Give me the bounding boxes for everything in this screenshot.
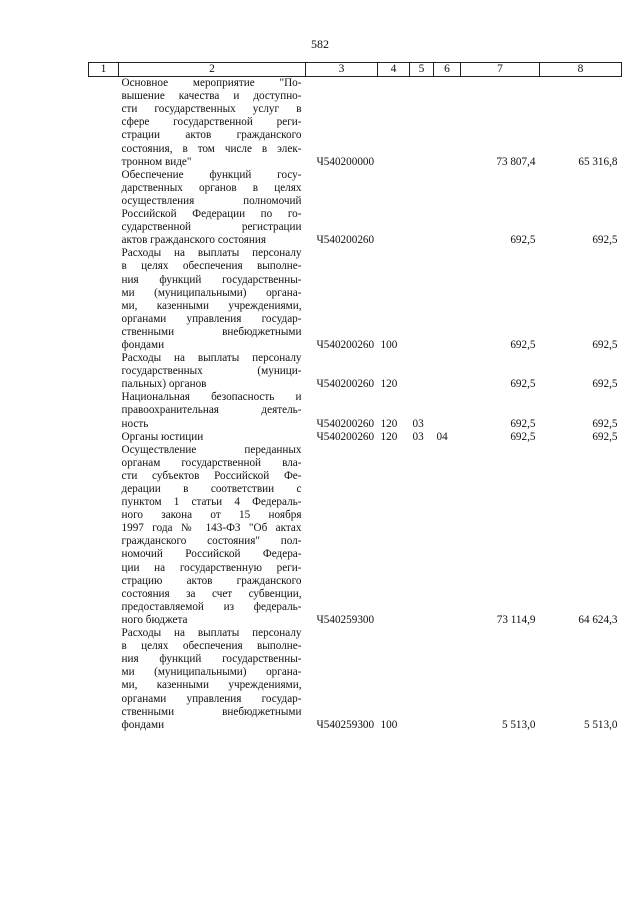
expense-type-code: 120	[380, 417, 398, 430]
name-line: ность	[121, 417, 149, 430]
target-article-code: Ч540200260	[316, 430, 375, 443]
expense-type-code	[378, 169, 410, 248]
name-line: в целях обеспечения выполне-	[121, 260, 302, 273]
amount-col7: 692,5	[510, 338, 536, 351]
row-index-cell	[89, 444, 119, 627]
amount-col8: 65 316,8	[578, 155, 618, 168]
name-line: тронном виде"	[121, 155, 192, 168]
name-line: сти субъектов Российской Фе-	[121, 469, 302, 482]
row-name-cell	[119, 247, 306, 352]
column-header: 6	[434, 63, 461, 77]
subsection-code	[434, 391, 461, 430]
name-line: вышение качества и доступно-	[121, 90, 302, 103]
amount-col7: 73 807,4	[496, 155, 536, 168]
amount-col8: 64 624,3	[578, 613, 618, 626]
name-line: ния функций государственны-	[121, 273, 302, 286]
row-index-cell	[89, 247, 119, 352]
column-number-header-row	[89, 63, 622, 77]
subsection-code	[434, 352, 461, 391]
name-line: органам государственной вла-	[121, 456, 302, 469]
name-line: ми, казенными учреждениями,	[121, 299, 302, 312]
page-number: 582	[311, 37, 329, 51]
name-line: правоохранительная деятель-	[121, 404, 302, 417]
name-line: состояния, в том числе в элек-	[121, 142, 302, 155]
name-line: сфере государственной реги-	[121, 116, 302, 129]
section-code	[410, 627, 434, 732]
row-index-cell	[89, 391, 119, 430]
expense-type-code: 120	[380, 378, 398, 391]
column-header: 4	[378, 63, 410, 77]
subsection-code	[434, 169, 461, 248]
section-code: 03	[412, 417, 424, 430]
name-line: в целях обеспечения выполне-	[121, 640, 302, 653]
amount-col8: 692,5	[592, 234, 618, 247]
name-line: пунктом 1 статьи 4 Федераль-	[121, 496, 302, 509]
row-name-cell	[119, 77, 306, 169]
amount-col7: 692,5	[510, 234, 536, 247]
expense-type-code	[378, 77, 410, 169]
name-line: ции на государственную реги-	[121, 561, 302, 574]
name-line: органами управления государ-	[121, 312, 302, 325]
name-line: ного бюджета	[121, 613, 188, 626]
row-name-cell	[119, 431, 306, 444]
row-index-cell	[89, 352, 119, 391]
name-line: сти государственных услуг в	[121, 103, 302, 116]
amount-col8: 692,5	[592, 338, 618, 351]
amount-col8: 5 513,0	[583, 718, 618, 731]
expense-type-code	[378, 444, 410, 627]
target-article-code: Ч540259300	[316, 718, 375, 731]
amount-col8: 692,5	[592, 430, 618, 443]
target-article-code: Ч540200260	[316, 234, 375, 247]
name-line: фондами	[121, 718, 165, 731]
section-code	[410, 169, 434, 248]
name-line: Расходы на выплаты персоналу	[121, 352, 302, 365]
section-code	[410, 247, 434, 352]
section-code	[410, 352, 434, 391]
budget-table	[88, 62, 622, 732]
name-line: страцию актов гражданского	[121, 574, 302, 587]
name-line: ственными внебюджетными	[121, 705, 302, 718]
name-line: ного закона от 15 ноября	[121, 509, 302, 522]
expense-type-code: 100	[380, 338, 398, 351]
amount-col7: 73 114,9	[496, 613, 536, 626]
expense-type-code: 100	[380, 718, 398, 731]
name-line: Осуществление переданных	[121, 443, 302, 456]
name-line: Расходы на выплаты персоналу	[121, 627, 302, 640]
name-line: актов гражданского состояния	[121, 234, 267, 247]
table-row	[89, 169, 622, 248]
name-line: Российской Федерации по го-	[121, 208, 302, 221]
target-article-code: Ч540200260	[316, 378, 375, 391]
subsection-code	[434, 77, 461, 169]
amount-col7: 692,5	[510, 430, 536, 443]
name-line: пальных) органов	[121, 378, 207, 391]
name-line: ния функций государственны-	[121, 653, 302, 666]
expense-type-code: 120	[380, 430, 398, 443]
amount-col7: 692,5	[510, 378, 536, 391]
section-code: 03	[412, 430, 424, 443]
table-row	[89, 247, 622, 352]
name-line: органами управления государ-	[121, 692, 302, 705]
subsection-code	[434, 444, 461, 627]
name-line: фондами	[121, 338, 165, 351]
name-line: номочий Российской Федера-	[121, 548, 302, 561]
table-row	[89, 352, 622, 391]
name-line: состояния за счет субвенции,	[121, 587, 302, 600]
name-line: государственных (муници-	[121, 365, 302, 378]
subsection-code	[434, 627, 461, 732]
row-name-cell	[119, 169, 306, 248]
table-row	[89, 627, 622, 732]
column-header: 2	[119, 63, 306, 77]
row-name-cell	[119, 627, 306, 732]
target-article-code: Ч540200000	[316, 155, 375, 168]
table-row	[89, 77, 622, 169]
name-line: 1997 года № 143-ФЗ "Об актах	[121, 522, 302, 535]
target-article-code: Ч540200260	[316, 338, 375, 351]
amount-col8: 692,5	[592, 378, 618, 391]
name-line: гражданского состояния" пол-	[121, 535, 302, 548]
name-line: ми (муниципальными) органа-	[121, 286, 302, 299]
name-line: Расходы на выплаты персоналу	[121, 247, 302, 260]
row-name-cell	[119, 391, 306, 430]
name-line: дарственных органов в целях	[121, 181, 302, 194]
column-header: 1	[89, 63, 119, 77]
column-header: 3	[306, 63, 378, 77]
subsection-code	[434, 247, 461, 352]
name-line: Национальная безопасность и	[121, 391, 302, 404]
table-row	[89, 444, 622, 627]
name-line: Основное мероприятие "По-	[121, 77, 302, 90]
amount-col7: 692,5	[510, 417, 536, 430]
name-line: предоставляемой из федераль-	[121, 600, 302, 613]
row-index-cell	[89, 77, 119, 169]
table-row	[89, 391, 622, 430]
row-name-cell	[119, 444, 306, 627]
column-header: 8	[540, 63, 622, 77]
section-code	[410, 77, 434, 169]
name-line: дерации в соответствии с	[121, 483, 302, 495]
row-index-cell	[89, 431, 119, 444]
section-code	[410, 444, 434, 627]
table-row	[89, 431, 622, 444]
target-article-code: Ч540200260	[316, 417, 375, 430]
name-line: ми, казенными учреждениями,	[121, 679, 302, 692]
target-article-code: Ч540259300	[316, 613, 375, 626]
name-line: ми (муниципальными) органа-	[121, 666, 302, 679]
row-index-cell	[89, 627, 119, 732]
name-line: ственными внебюджетными	[121, 325, 302, 338]
column-header: 5	[410, 63, 434, 77]
name-line: сударственной регистрации	[121, 221, 302, 234]
name-line: страции актов гражданского	[121, 129, 302, 142]
subsection-code: 04	[436, 430, 448, 443]
column-header: 7	[461, 63, 540, 77]
name-line: осуществления полномочий	[121, 194, 302, 207]
amount-col7: 5 513,0	[501, 718, 536, 731]
row-index-cell	[89, 169, 119, 248]
name-line: Органы юстиции	[121, 430, 204, 443]
amount-col8: 692,5	[592, 417, 618, 430]
name-line: Обеспечение функций госу-	[121, 168, 302, 181]
row-name-cell	[119, 352, 306, 391]
